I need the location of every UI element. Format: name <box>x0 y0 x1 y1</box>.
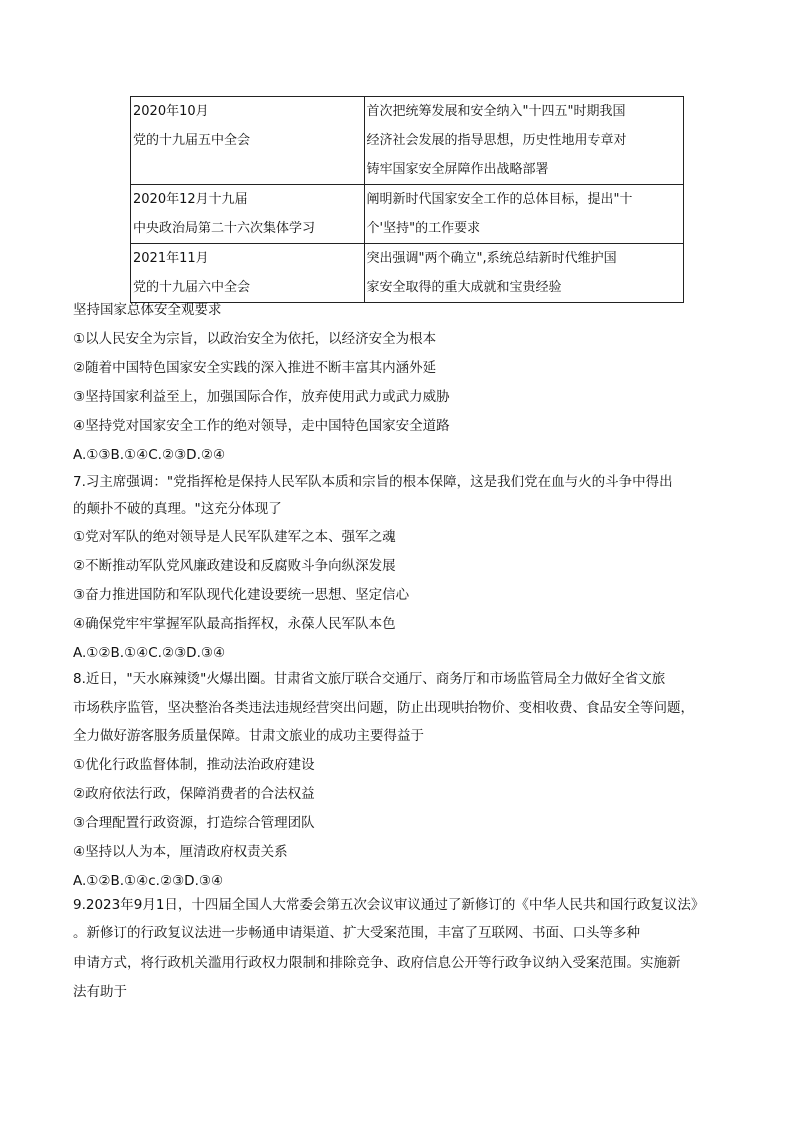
answer-choices: A.①②B.①④C.②③D.③④ <box>73 645 226 661</box>
question-stem: 7.习主席强调："党指挥枪是保持人民军队本质和宗旨的根本保障，这是我们党在血与火的斗争中得出 <box>73 474 673 490</box>
answer-choices: A.①②B.①④c.②③D.③④ <box>73 873 224 889</box>
option-statement: ④坚持党对国家安全工作的绝对领导，走中国特色国家安全道路 <box>73 418 450 434</box>
question-stem: 申请方式，将行政机关滥用行政权力限制和排除竞争、政府信息公开等行政争议纳入受案范围。实施新 <box>73 955 681 971</box>
option-statement: ③坚持国家利益至上，加强国际合作，放弃使用武力或武力威胁 <box>73 389 450 405</box>
events-table <box>130 96 684 303</box>
option-statement: ④确保党牢牢掌握军队最高指挥权，永葆人民军队本色 <box>73 616 396 632</box>
cell-line: 家安全取得的重大成就和宝贵经验 <box>366 280 562 295</box>
option-statement: ①以人民安全为宗旨，以政治安全为依托，以经济安全为根本 <box>73 331 437 347</box>
question-stem: 坚持国家总体安全观要求 <box>73 302 222 318</box>
option-statement: ③奋力推进国防和军队现代化建设要统一思想、坚定信心 <box>73 587 410 603</box>
question-stem: 8.近日，"天水麻辣烫"火爆出圈。甘肃省文旅厅联合交通厅、商务厅和市场监管局全力做好全省文旅 <box>73 671 666 687</box>
table-cell-event <box>131 97 365 185</box>
cell-line: 党的十九届五中全会 <box>133 133 251 148</box>
answer-choices: A.①③B.①④C.②③D.②④ <box>73 447 226 463</box>
table-cell-content <box>364 97 683 185</box>
table-row <box>131 97 684 185</box>
option-statement: ②不断推动军队党风廉政建设和反腐败斗争向纵深发展 <box>73 558 396 574</box>
cell-line: 党的十九届六中全会 <box>133 280 251 295</box>
cell-line: 个'坚持"的工作要求 <box>366 221 481 236</box>
cell-line: 突出强调"两个确立",系统总结新时代维护国 <box>366 251 617 266</box>
cell-line: 2020年10月 <box>133 104 209 119</box>
question-stem: 。新修订的行政复议法进一步畅通申请渠道、扩大受案范围，丰富了互联网、书面、口头等多种 <box>73 925 640 941</box>
option-statement: ③合理配置行政资源，打造综合管理团队 <box>73 815 315 831</box>
table-row <box>131 244 684 303</box>
question-stem: 全力做好游客服务质量保障。甘肃文旅业的成功主要得益于 <box>73 728 424 744</box>
table-cell-content <box>364 244 683 303</box>
table-cell-event <box>131 185 365 244</box>
cell-line: 2021年11月 <box>133 251 209 266</box>
table-row <box>131 185 684 244</box>
question-stem: 市场秩序监管，坚决整治各类违法违规经营突出问题，防止出现哄抬物价、变相收费、食品安全等问题， <box>73 700 694 716</box>
option-statement: ②随着中国特色国家安全实践的深入推进不断丰富其内涵外延 <box>73 360 437 376</box>
cell-line: 经济社会发展的指导思想，历史性地用专章对 <box>366 133 627 148</box>
cell-line: 铸牢国家安全屏障作出战略部署 <box>366 162 549 177</box>
question-stem: 法有助于 <box>73 984 127 1000</box>
cell-line: 2020年12月十九届 <box>133 192 248 207</box>
cell-line: 中央政治局第二十六次集体学习 <box>133 221 316 236</box>
option-statement: ①优化行政监督体制，推动法治政府建设 <box>73 757 315 773</box>
question-stem: 的颠扑不破的真理。"这充分体现了 <box>73 501 282 517</box>
cell-line: 阐明新时代国家安全工作的总体目标，提出"十 <box>366 192 633 207</box>
cell-line: 首次把统筹发展和安全纳入"十四五"时期我国 <box>366 104 626 119</box>
option-statement: ①党对军队的绝对领导是人民军队建军之本、强军之魂 <box>73 529 396 545</box>
question-stem: 9.2023年9月1日，十四届全国人大常委会第五次会议审议通过了新修订的《中华人民共和国行政复议法》 <box>73 897 705 913</box>
table-cell-event <box>131 244 365 303</box>
option-statement: ④坚持以人为本，厘清政府权责关系 <box>73 844 288 860</box>
table-cell-content <box>364 185 683 244</box>
option-statement: ②政府依法行政，保障消费者的合法权益 <box>73 786 315 802</box>
